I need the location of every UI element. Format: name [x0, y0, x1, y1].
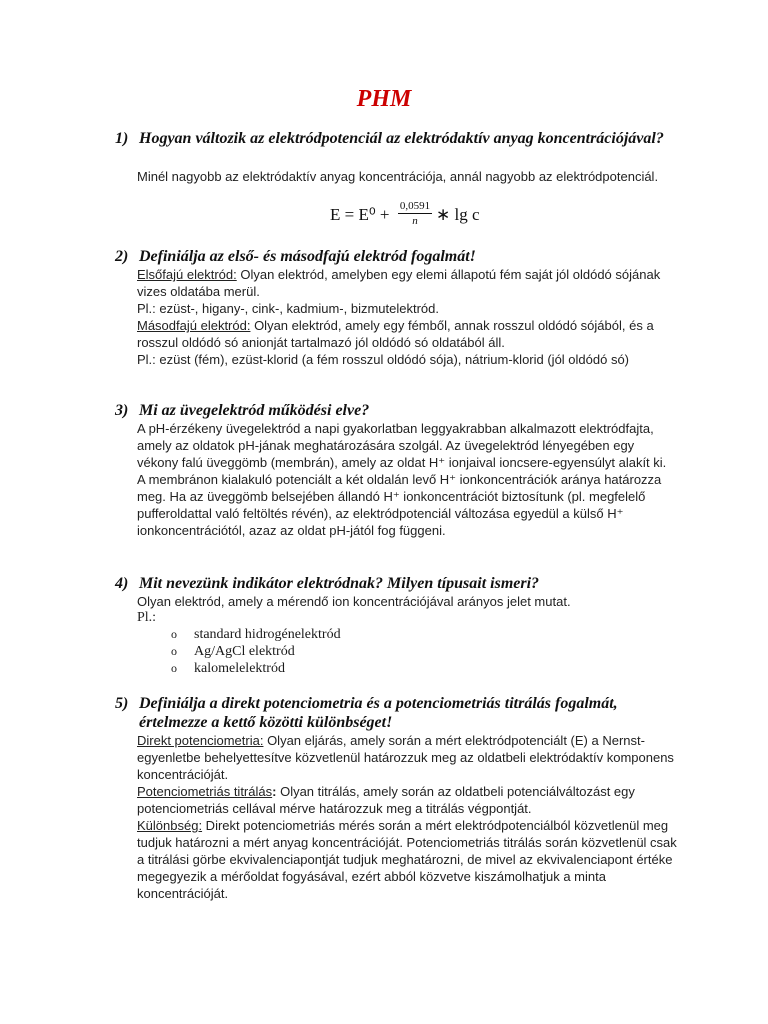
answer-2-second — [137, 317, 677, 351]
question-text: Hogyan változik az elektródpotenciál az elektródaktív anyag koncentrációjával? — [139, 130, 664, 147]
second-kind-label: Másodfajú elektród: — [137, 318, 251, 333]
question-text: Definiálja az első- és másodfajú elektród fogalmát! — [139, 248, 476, 265]
list-item — [137, 660, 537, 677]
direct-label: Direkt potenciometria: — [137, 733, 264, 748]
question-text: Mi az üvegelektród működési elve? — [139, 402, 370, 419]
answer-3: A pH-érzékeny üvegelektród a napi gyakorlatban leggyakrabban alkalmazott elektródfajta, amely az oldatok pH-jának meghatározására szolgál. Az üvegelektród lényegében egy vékony falú üveggömb (membrán), amely az oldat H⁺ ionjaival ioncsere-egyensúlyt alakít ki. A membránon kialakuló potenciált a két oldalán levő H⁺ ionkoncentrációk aránya határozza meg. Ha az üveggömb belsejében állandó H⁺ ionkoncentrációt biztosítunk (pl. megfelelő pufferoldattal való feltöltés révén), az elektródpotenciál változása egyedül a külső H⁺ ionkoncentrációtól, azaz az oldat pH-jától fog függeni. — [137, 421, 667, 538]
second-kind-text: Olyan elektród, amely egy fémből, annak rosszul oldódó sójából, és a rosszul oldódó só anionját tartalmazó jól oldódó só oldatából áll. — [137, 318, 654, 350]
page-title: PHM — [356, 86, 412, 112]
formula-numerator: 0,0591 — [399, 200, 431, 212]
answer-5-difference — [137, 817, 677, 902]
answer-2-second-example: Pl.: ezüst (fém), ezüst-klorid (a fém rosszul oldódó sója), nátrium-klorid (jól oldódó só) — [137, 352, 630, 367]
bullet-icon: o — [171, 661, 177, 675]
question-text: Mit nevezünk indikátor elektródnak? Milyen típusait ismeri? — [139, 575, 540, 592]
answer-2-first-example: Pl.: ezüst-, higany-, cink-, kadmium-, bizmutelektród. — [137, 301, 439, 316]
question-number: 2) — [115, 248, 129, 265]
difference-text: Direkt potenciometriás mérés során a mért elektródpotenciálból közvetlenül meg tudjuk határozni a mért anyag koncentrációját. Potenciometriás titrálás során közvetlenül csak a titrálási görbe ekvivalenciapontját tudjuk meghatározni, de mivel az ekvivalenciapont értéke megegyezik a mérőoldat fogyásával, ezért abból közvetve kiszámolhatjuk a minta koncentrációját. — [137, 818, 677, 901]
list-item-text: standard hidrogénelektród — [194, 627, 341, 642]
indicator-electrode-list — [137, 626, 537, 677]
question-number: 5) — [115, 695, 129, 712]
question-number: 1) — [115, 130, 129, 147]
titration-label: Potenciometriás titrálás — [137, 784, 273, 799]
answer-1: Minél nagyobb az elektródaktív anyag koncentrációja, annál nagyobb az elektródpotenciál. — [137, 169, 659, 184]
list-item — [137, 626, 537, 643]
direct-text: Olyan eljárás, amely során a mért elektródpotenciált (E) a Nernst-egyenletbe behelyettesítve közvetlenül határozzuk meg az oldatbeli elektródaktív komponens koncentrációját. — [137, 733, 674, 782]
formula-lhs: E = E⁰ + — [330, 205, 390, 224]
list-item-text: kalomelelektród — [194, 661, 285, 676]
titration-text: Olyan titrálás, amely során az oldatbeli potenciálváltozást egy potenciometriás cellával mérve határozzuk meg a titrálás végpontját. — [137, 784, 635, 816]
bullet-icon: o — [171, 644, 177, 658]
question-number: 3) — [115, 402, 129, 419]
answer-2-first — [137, 266, 677, 300]
answer-4: Olyan elektród, amely a mérendő ion koncentrációjával arányos jelet mutat. — [137, 594, 571, 609]
question-4 — [115, 574, 675, 593]
bullet-icon: o — [171, 627, 177, 641]
question-3 — [115, 401, 675, 420]
formula-denominator: n — [412, 215, 418, 227]
nernst-formula — [330, 199, 530, 235]
formula-rhs: ∗ lg c — [436, 205, 480, 224]
answer-5-direct — [137, 732, 677, 783]
list-item — [137, 643, 537, 660]
question-1 — [115, 129, 675, 148]
question-number: 4) — [115, 575, 129, 592]
question-5 — [115, 694, 675, 732]
titration-colon: : — [272, 784, 277, 799]
answer-5-titration — [137, 783, 677, 817]
first-kind-text: Olyan elektród, amelyben egy elemi állapotú fém saját jól oldódó sójának vizes oldatába merül. — [137, 267, 661, 299]
question-text: Definiálja a direkt potenciometria és a potenciometriás titrálás fogalmát, értelmezze a kettő közötti különbséget! — [139, 695, 618, 731]
formula-fraction — [398, 199, 432, 228]
list-item-text: Ag/AgCl elektród — [194, 644, 295, 659]
question-2 — [115, 247, 675, 266]
first-kind-label: Elsőfajú elektród: — [137, 267, 237, 282]
difference-label: Különbség: — [137, 818, 203, 833]
example-label: Pl.: — [137, 610, 157, 625]
